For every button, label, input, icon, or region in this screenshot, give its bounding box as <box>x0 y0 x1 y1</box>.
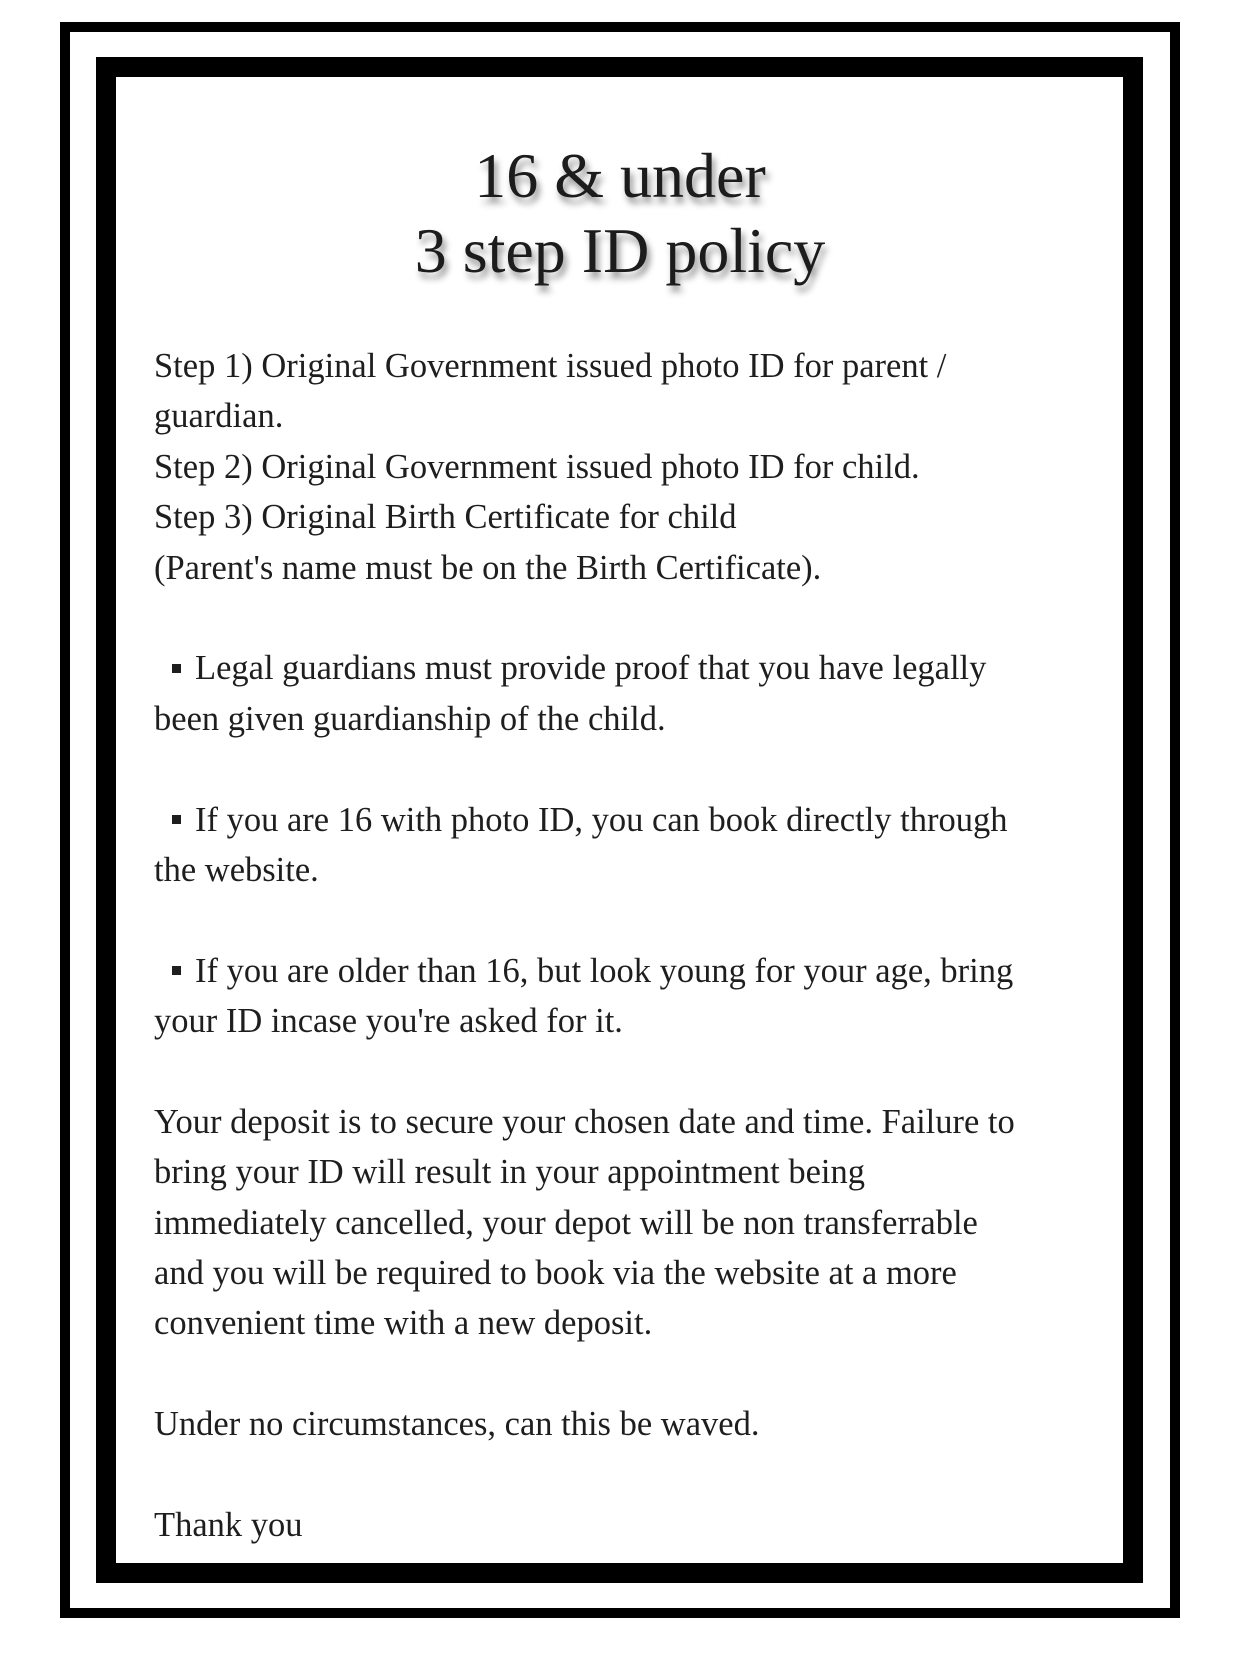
deposit-line-2: bring your ID will result in your appointment being <box>154 1153 865 1192</box>
deposit-line-3: immediately cancelled, your depot will be non transferrable <box>154 1203 978 1242</box>
page-title <box>0 138 1240 288</box>
bullet-square-icon <box>172 815 181 824</box>
title-line-2: 3 step ID policy <box>414 215 826 286</box>
step-1-line-1: Step 1) Original Government issued photo ID for parent / <box>154 347 947 385</box>
bullet-3-line-1: If you are older than 16, but look young for your age, bring <box>195 951 1014 990</box>
waiver-text: Under no circumstances, can this be waved. <box>154 1405 760 1444</box>
step-1-line-2: guardian. <box>154 397 284 436</box>
bullet-square-icon <box>172 664 181 673</box>
title-line-1: 16 & under <box>474 140 766 211</box>
deposit-line-1: Your deposit is to secure your chosen date and time. Failure to <box>154 1102 1015 1141</box>
bullet-1-line-1: Legal guardians must provide proof that you have legally <box>195 649 987 688</box>
step-3-line-1: Step 3) Original Birth Certificate for child <box>154 498 737 537</box>
spacer <box>154 1450 1114 1500</box>
bullet-2 <box>154 795 1114 845</box>
closing-text: Thank you <box>154 1505 303 1544</box>
bullet-3-line-2: your ID incase you're asked for it. <box>154 1002 623 1041</box>
spacer <box>154 895 1114 945</box>
spacer <box>154 1046 1114 1096</box>
spacer <box>154 1349 1114 1399</box>
bullet-3 <box>154 946 1114 996</box>
deposit-line-4: and you will be required to book via the website at a more <box>154 1254 957 1293</box>
policy-body <box>154 341 1114 1550</box>
step-2: Step 2) Original Government issued photo ID for child. <box>154 447 920 486</box>
spacer <box>154 744 1114 794</box>
bullet-2-line-2: the website. <box>154 850 319 889</box>
bullet-1 <box>154 643 1114 693</box>
bullet-square-icon <box>172 966 181 975</box>
bullet-1-line-2: been given guardianship of the child. <box>154 699 666 738</box>
step-3-line-2: (Parent's name must be on the Birth Certificate). <box>154 548 822 587</box>
spacer <box>154 593 1114 643</box>
deposit-line-5: convenient time with a new deposit. <box>154 1304 653 1343</box>
bullet-2-line-1: If you are 16 with photo ID, you can book directly through <box>195 800 1008 839</box>
